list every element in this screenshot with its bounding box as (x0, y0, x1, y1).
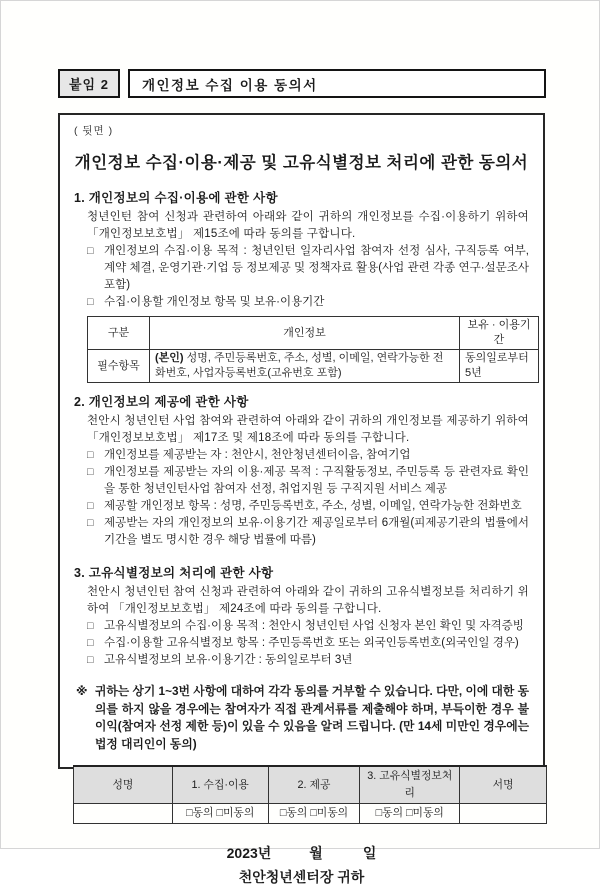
col-header-retention: 보유 · 이용기간 (460, 317, 539, 350)
section-heading: 2. 개인정보의 제공에 관한 사항 (74, 395, 249, 409)
unique-id-checkboxes: □동의 □미동의 (360, 804, 460, 824)
bullet-text: 제공받는 자의 개인정보의 보유·이용기간 제공일로부터 6개월(피제공기관의 법률에서 기간을 별도 명시한 경우 해당 법률에 따름) (104, 517, 529, 546)
col-header-collect-use: 1. 수집·이용 (172, 766, 268, 804)
section-intro: 천안시 청년인턴 참여 신청과 관련하여 아래와 같이 귀하의 고유식별정보를 처리하기 위하여 「개인정보보호법」 제24조에 따라 동의를 구합니다. (87, 586, 529, 615)
section-intro: 청년인턴 참여 신청과 관련하여 아래와 같이 귀하의 개인정보를 수집·이용하기 위하여 「개인정보보호법」 제15조에 따라 동의를 구합니다. (87, 211, 529, 240)
date-line (74, 841, 529, 865)
checkbox-bullet-icon: □ (87, 296, 94, 308)
section-heading: 1. 개인정보의 수집·이용에 관한 사항 (74, 191, 278, 205)
cell-category: 필수항목 (88, 350, 150, 383)
signature-entry-cell (460, 804, 547, 824)
consent-form-body (58, 113, 545, 885)
recipient-line: 천안청년센터장 귀하 (238, 869, 365, 885)
cell-items-bold: (본인) (155, 352, 184, 364)
bullet-item (87, 515, 529, 549)
bullet-item (87, 498, 529, 515)
col-header-category: 구분 (88, 317, 150, 350)
date-day: 일 (362, 845, 377, 861)
checkbox-bullet-icon: □ (87, 654, 94, 666)
personal-info-table (87, 316, 539, 383)
bullet-text: 수집·이용할 고유식별정보 항목 : 주민등록번호 또는 외국인등록번호(외국인일 경우) (104, 637, 519, 649)
checkbox-bullet-icon: □ (87, 449, 94, 461)
bullet-text: 개인정보를 제공받는 자 : 천안시, 천안청년센터이음, 참여기업 (104, 449, 411, 461)
bullet-text: 개인정보의 수집·이용 목적 : 청년인턴 일자리사업 참여자 선정 심사, 구직등록 여부, 계약 체결, 운영기관·기업 등 정보제공 및 정책자료 활용(사업 관련 각종 연구·설문조사 포함) (104, 245, 529, 291)
bullet-text: 제공할 개인정보 항목 : 성명, 주민등록번호, 주소, 성별, 이메일, 연락가능한 전화번호 (104, 500, 522, 512)
name-entry-cell (74, 804, 173, 824)
table-header-row (74, 766, 547, 804)
consent-signature-table (73, 765, 547, 824)
page-side-note: ( 뒷면 ) (74, 125, 114, 137)
refusal-notice (76, 683, 529, 753)
col-header-name: 성명 (74, 766, 173, 804)
section-collection-use (74, 190, 529, 383)
document-title: 개인정보 수집·이용·제공 및 고유식별정보 처리에 관한 동의서 (74, 154, 529, 172)
bullet-item (87, 464, 529, 498)
checkbox-bullet-icon: □ (87, 466, 94, 478)
col-header-provide: 2. 제공 (268, 766, 360, 804)
col-header-unique-id: 3. 고유식별정보처리 (360, 766, 460, 804)
cell-retention: 동의일로부터 5년 (460, 350, 539, 383)
section-provision (74, 394, 529, 549)
section-intro: 천안시 청년인턴 사업 참여와 관련하여 아래와 같이 귀하의 개인정보를 제공하기 위하여 「개인정보보호법」 제17조 및 제18조에 따라 동의를 구합니다. (87, 415, 529, 444)
col-header-signature: 서명 (460, 766, 547, 804)
bullet-text: 수집·이용할 개인정보 항목 및 보유·이용기간 (104, 296, 325, 308)
bullet-text: 고유식별정보의 보유·이용기간 : 동의일로부터 3년 (104, 654, 353, 666)
form-footer (74, 841, 529, 889)
bullet-item (87, 618, 529, 635)
checkbox-bullet-icon: □ (87, 500, 94, 512)
table-header-row (88, 317, 539, 350)
checkbox-bullet-icon: □ (87, 245, 94, 257)
section-unique-id (74, 565, 529, 669)
reference-mark-icon: ※ (76, 684, 88, 698)
bullet-item (87, 294, 529, 311)
bullet-item (87, 635, 529, 652)
notice-text: 귀하는 상기 1~3번 사항에 대하여 각각 동의를 거부할 수 있습니다. 다만, 이에 대한 동의를 하지 않을 경우에는 참여자가 직접 관계서류를 제출해야 하며, 부득이한 경우 불이익(참여자 선정 제한 등)이 있을 수 있음을 알려 드립니다. (만 14세 미만인 경우에는 법정 대리인이 동의) (95, 684, 529, 751)
attachment-badge: 붙임 2 (58, 69, 120, 98)
bullet-item (87, 652, 529, 669)
collect-use-checkboxes: □동의 □미동의 (172, 804, 268, 824)
checkbox-bullet-icon: □ (87, 637, 94, 649)
table-row (88, 350, 539, 383)
date-month: 월 (309, 845, 323, 861)
bullet-text: 개인정보를 제공받는 자의 이용·제공 목적 : 구직활동정보, 주민등록 등 관련자료 확인을 통한 청년인턴사업 참여자 선정, 취업지원 등 구직지원 서비스 제공 (104, 466, 529, 495)
col-header-personal-info: 개인정보 (150, 317, 460, 350)
date-year: 2023년 (226, 845, 272, 861)
bullet-item (87, 243, 529, 294)
bullet-item (87, 447, 529, 464)
checkbox-bullet-icon: □ (87, 517, 94, 529)
cell-items (150, 350, 460, 383)
attachment-header (58, 69, 546, 98)
checkbox-bullet-icon: □ (87, 620, 94, 632)
bullet-text: 고유식별정보의 수집·이용 목적 : 천안시 청년인턴 사업 신청자 본인 확인 및 자격증빙 (104, 620, 524, 632)
section-heading: 3. 고유식별정보의 처리에 관한 사항 (74, 566, 274, 580)
cell-items-text: 성명, 주민등록번호, 주소, 성별, 이메일, 연락가능한 전화번호, 사업자등록번호(고유번호 포함) (155, 352, 444, 379)
provide-checkboxes: □동의 □미동의 (268, 804, 360, 824)
attachment-title: 개인정보 수집 이용 동의서 (128, 69, 546, 98)
table-row (74, 804, 547, 824)
